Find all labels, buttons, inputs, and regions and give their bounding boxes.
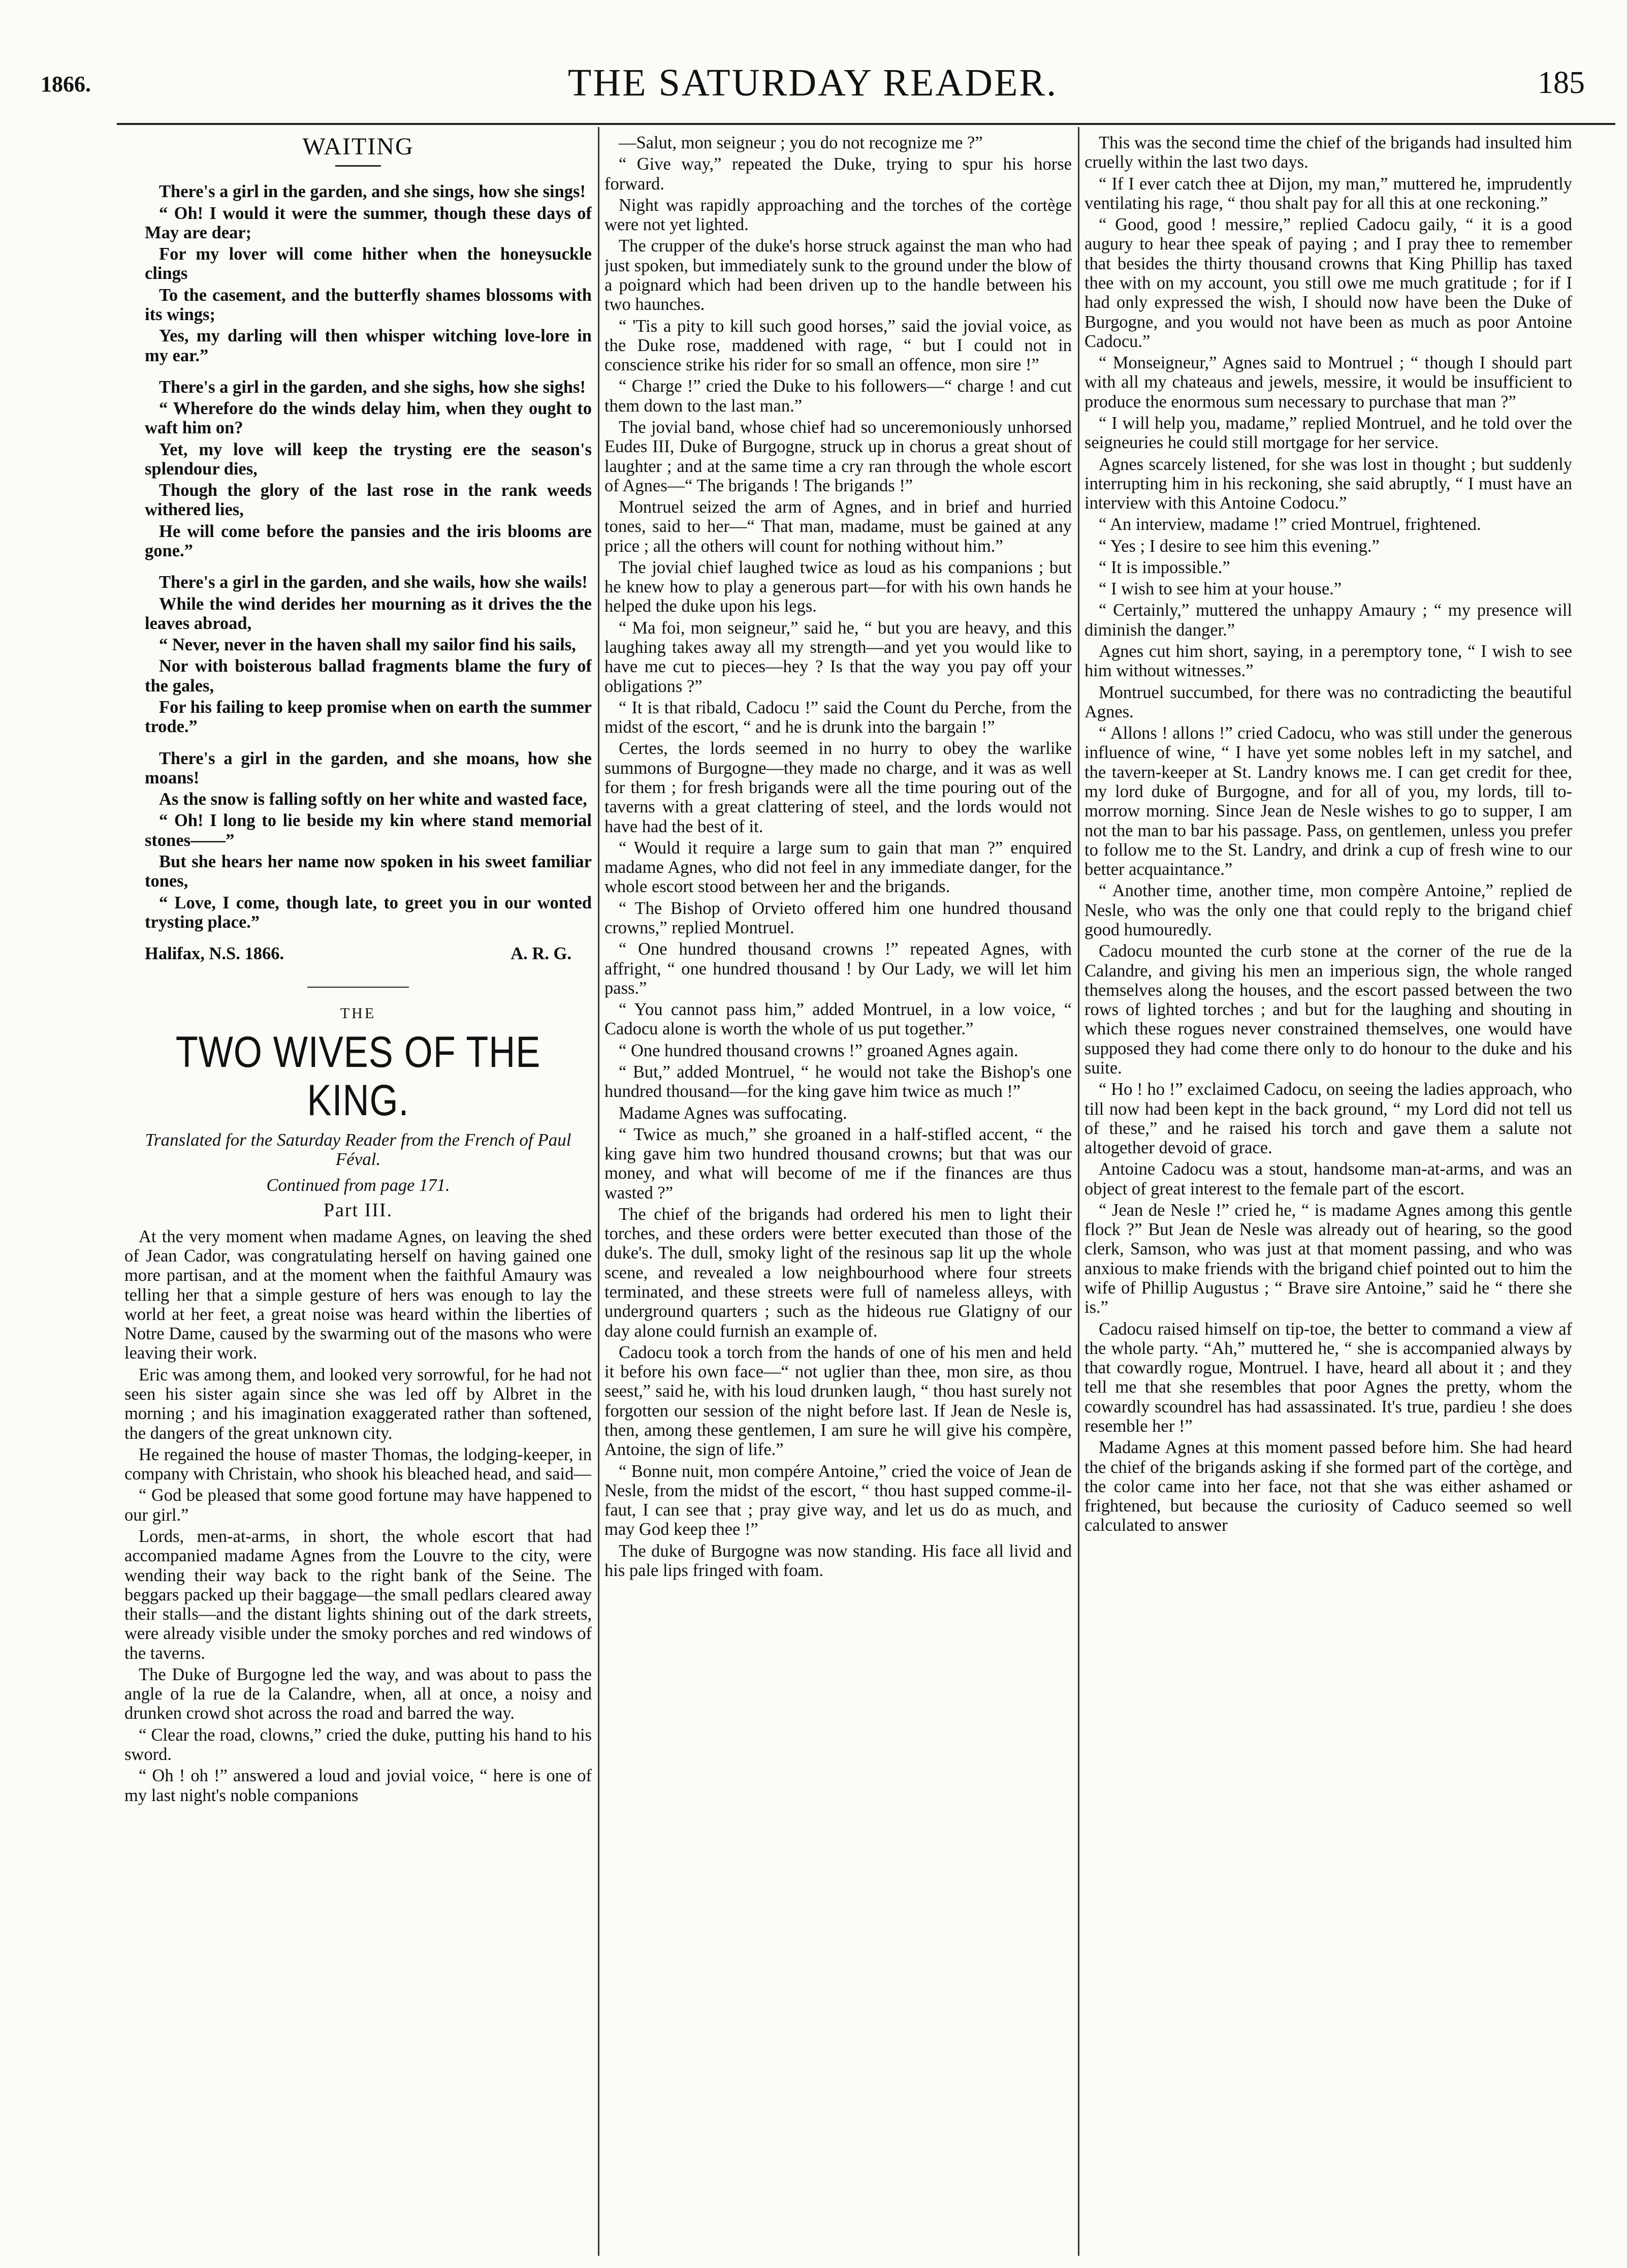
story-title: TWO WIVES OF THE KING.	[175, 1027, 541, 1125]
poem-line: But she hears her name now spoken in his sweet familiar tones,	[145, 852, 592, 891]
paragraph: “ Give way,” repeated the Duke, trying to spur his horse forward.	[604, 154, 1072, 194]
part-heading: Part III.	[323, 1199, 393, 1221]
paragraph: “ If I ever catch thee at Dijon, my man,” muttered he, imprudently ventilating his rage, “ thou shalt pay for all this at one reckoning.”	[1084, 174, 1572, 213]
column-divider	[598, 127, 599, 2256]
paragraph: Montruel succumbed, for there was no contradicting the beautiful Agnes.	[1084, 682, 1572, 721]
column-3	[1084, 133, 1572, 2257]
column-2	[604, 133, 1072, 2257]
poem-line: “ Never, never in the haven shall my sailor find his sails,	[159, 635, 576, 655]
paragraph: “ I will help you, madame,” replied Montruel, and he told over the seigneuries he could still mortgage for her service.	[1084, 413, 1572, 453]
paragraph: Montruel seized the arm of Agnes, and in brief and hurried tones, said to her—“ That man, madame, must be gained at any price ; all the others will count for nothing without him.”	[604, 497, 1072, 556]
poem-stanza	[124, 182, 592, 365]
paragraph: “ Yes ; I desire to see him this evening.”	[1099, 536, 1380, 556]
paragraph: Night was rapidly approaching and the torches of the cortège were not yet lighted.	[604, 195, 1072, 235]
paragraph: “ The Bishop of Orvieto offered him one hundred thousand crowns,” replied Montruel.	[604, 898, 1072, 937]
paragraph: “ God be pleased that some good fortune may have happened to our girl.”	[124, 1486, 592, 1525]
story-body-col2	[604, 133, 1072, 1580]
paragraph: “ Ho ! ho !” exclaimed Cadocu, on seeing the ladies approach, who till now had been kept in the back ground, “ my Lord did not tell us of these,” and he raised his torch and gave them a salute not altogether devoid of grace.	[1084, 1080, 1572, 1158]
paragraph: “ One hundred thousand crowns !” groaned Agnes again.	[619, 1041, 1018, 1060]
poem-stanza	[124, 749, 592, 932]
paragraph: “ Another time, another time, mon compère Antoine,” replied de Nesle, who was the only one that could reply to the brigand chief good humouredly.	[1084, 881, 1572, 939]
paragraph: “ It is that ribald, Cadocu !” said the Count du Perche, from the midst of the escort, “ and he is drunk into the bargain !”	[604, 698, 1072, 737]
poem-line: For his failing to keep promise when on earth the summer trode.”	[145, 698, 592, 737]
paragraph: Cadocu took a torch from the hands of one of his men and held it before his own face—“ not uglier than thee, mon sire, as thou seest,” said he, with his loud drunken laugh, “ thou hast surely not forgotten our session of the night before last. If Jean de Nesle is, then, among these gentlemen, I am sure he will give his compère, Antoine, the sign of life.”	[604, 1342, 1072, 1460]
paragraph: “ Certainly,” muttered the unhappy Amaury ; “ my presence will diminish the danger.”	[1084, 601, 1572, 640]
continued-note: Continued from page 171.	[266, 1176, 450, 1195]
title-rule	[335, 165, 381, 167]
paragraph: Cadocu raised himself on tip-toe, the better to command a view af the whole party. “Ah,” muttered he, “ she is accompanied always by that cowardly rogue, Montruel. I have, heard all about it ; and they tell me that she resembles that poor Agnes the pretty, whom the cowardly scoundrel has had assassinated. It's true, pardieu ! she does resemble her !”	[1084, 1319, 1572, 1436]
paragraph: The jovial chief laughed twice as loud as his companions ; but he knew how to play a generous part—for with his own hands he helped the duke upon his legs.	[604, 557, 1072, 616]
paragraph: Eric was among them, and looked very sorrowful, for he had not seen his sister again since she was led off by Albret in the morning ; and his imagination exaggerated rather than softened, the dangers of the great unknown city.	[124, 1365, 592, 1443]
poem-line: Yes, my darling will then whisper witching love-lore in my ear.”	[145, 326, 592, 365]
paragraph: “ You cannot pass him,” added Montruel, in a low voice, “ Cadocu alone is worth the whole of us put together.”	[604, 1000, 1072, 1039]
poem-line: He will come before the pansies and the iris blooms are gone.”	[145, 521, 592, 561]
paragraph: “ An interview, madame !” cried Montruel, frightened.	[1099, 515, 1481, 534]
paragraph: “ Twice as much,” she groaned in a half-stifled accent, “ the king gave him two hundred thousand crowns; but that was our money, and what will become of me if the finances are thus wasted ?”	[604, 1124, 1072, 1203]
paragraph: The jovial band, whose chief had so unceremoniously unhorsed Eudes III, Duke of Burgogne, struck up in chorus a great shout of laughter ; and at the same time a cry ran through the whole escort of Agnes—“ The brigands ! The brigands !”	[604, 417, 1072, 495]
poem-line: “ Oh! I long to lie beside my kin where stand memorial stones——”	[145, 811, 592, 850]
masthead-title: THE SATURDAY READER.	[567, 61, 1058, 104]
poem-initials: A. R. G.	[511, 944, 571, 964]
paragraph: “ But,” added Montruel, “ he would not take the Bishop's one hundred thousand—for the king gave him twice as much !”	[604, 1062, 1072, 1101]
paragraph: Agnes cut him short, saying, in a peremptory tone, “ I wish to see him without witnesses.”	[1084, 642, 1572, 681]
header-rule	[117, 123, 1615, 125]
paragraph: Cadocu mounted the curb stone at the corner of the rue de la Calandre, and giving his men an imperious sign, the whole ranged themselves along the houses, and the escort passed between the two rows of lighted torches ; and but for the laughing and shouting in which these rogues never constrained themselves, one would have supposed they had come there only to do honour to the duke and his suite.	[1084, 941, 1572, 1078]
paragraph: “ Ma foi, mon seigneur,” said he, “ but you are heavy, and this laughing takes away all my strength—and yet you would like to have me cut to pieces—hey ? Is that the way you pay off your obligations ?”	[604, 618, 1072, 696]
paragraph: “ 'Tis a pity to kill such good horses,” said the jovial voice, as the Duke rose, maddened with rage, “ but I could not in conscience strike his rider for so small an offence, mon sire !”	[604, 316, 1072, 375]
paragraph: —Salut, mon seigneur ; you do not recognize me ?”	[619, 133, 983, 152]
poem-line: While the wind derides her mourning as it drives the the leaves abroad,	[145, 594, 592, 633]
poem-line: There's a girl in the garden, and she moans, how she moans!	[145, 748, 592, 788]
paragraph: “ Allons ! allons !” cried Cadocu, who was still under the generous influence of wine, “ I have yet some nobles left in my satchel, and the tavern-keeper at St. Landry knows me. I can get credit for thee, my lord duke of Burgogne, and for all of you, my lords, till to-morrow morning. Since Jean de Nesle wishes to go to supper, I am not the man to bar his passage. Pass, on gentlemen, unless you prefer to follow me to the St. Landry, and drink a cup of fresh wine to our better acquaintance.”	[1084, 723, 1572, 879]
paragraph: Madame Agnes at this moment passed before him. She had heard the chief of the brigands asking if she formed part of the cortège, and the color came into her face, not that she was either ashamed or frightened, but because the curiosity of Caduco seemed so well calculated to answer	[1084, 1438, 1572, 1535]
poem-line: There's a girl in the garden, and she sighs, how she sighs!	[159, 377, 586, 397]
paragraph: “ One hundred thousand crowns !” repeated Agnes, with affright, “ one hundred thousand ! by Our Lady, we will let him pass.”	[604, 939, 1072, 998]
paragraph: “ Good, good ! messire,” replied Cadocu gaily, “ it is a good augury to hear thee speak of paying ; and I pray thee to remember that besides the thirty thousand crowns that King Phillip has taxed thee with on my account, you still owe me much gratitude ; for if I had only expressed the wish, I should now have been the Duke of Burgogne, and you would not have been as much as poor Antoine Cadocu.”	[1084, 215, 1572, 351]
page-header	[41, 61, 1585, 117]
paragraph: Lords, men-at-arms, in short, the whole escort that had accompanied madame Agnes from the Louvre to the city, were wending their way back to the right bank of the Seine. The beggars packed up their baggage—the small pedlars cleared away their stalls—and the distant lights shining out of the dark streets, were already visible under the smoky porches and red windows of the taverns.	[124, 1526, 592, 1663]
paragraph: At the very moment when madame Agnes, on leaving the shed of Jean Cador, was congratulating herself on having gained one more partisan, and at the moment when the faithful Amaury was telling her that a simple gesture of hers was enough to lay the world at her feet, a great noise was heard within the liberties of Notre Dame, caused by the swarming out of the masons who were leaving their work.	[124, 1226, 592, 1363]
paragraph: “ It is impossible.”	[1099, 557, 1230, 577]
poem-line: As the snow is falling softly on her white and wasted face,	[159, 790, 587, 809]
paragraph: “ Charge !” cried the Duke to his followers—“ charge ! and cut them down to the last man.”	[604, 376, 1072, 416]
poem-line: Though the glory of the last rose in the rank weeds withered lies,	[145, 481, 592, 520]
paragraph: “ Oh ! oh !” answered a loud and jovial voice, “ here is one of my last night's noble companions	[124, 1766, 592, 1805]
paragraph: “ Bonne nuit, mon compére Antoine,” cried the voice of Jean de Nesle, from the midst of the escort, “ thou hast supped comme-il-faut, I can see that ; pray give way, and let us do as much, and may God keep thee !”	[604, 1461, 1072, 1539]
paragraph: This was the second time the chief of the brigands had insulted him cruelly within the last two days.	[1084, 133, 1572, 172]
paragraph: “ Jean de Nesle !” cried he, “ is madame Agnes among this gentle flock ?” But Jean de Nesle was already out of hearing, so the good clerk, Samson, who was just at that moment passing, and who was anxious to make friends with the brigand chief pointed out to him the wife of Phillip Augustus ; “ Brave sire Antoine,” said he “ there she is.”	[1084, 1200, 1572, 1317]
poem-line: “ Wherefore do the winds delay him, when they ought to waft him on?	[145, 399, 592, 438]
paragraph: He regained the house of master Thomas, the lodging-keeper, in company with Christain, who shook his bleached head, and said—	[124, 1444, 592, 1484]
paragraph: Antoine Cadocu was a stout, handsome man-at-arms, and was an object of great interest to the female part of the escort.	[1084, 1159, 1572, 1199]
paragraph: “ I wish to see him at your house.”	[1099, 579, 1342, 599]
poem-line: There's a girl in the garden, and she sings, how she sings!	[159, 182, 586, 202]
paragraph: “ Would it require a large sum to gain that man ?” enquired madame Agnes, who did not feel in any immediate danger, for the whole escort stood between her and the brigands.	[604, 838, 1072, 897]
paragraph: The duke of Burgogne was now standing. His face all livid and his pale lips fringed with foam.	[604, 1541, 1072, 1580]
poem-stanza	[124, 377, 592, 561]
poem-line: For my lover will come hither when the honeysuckle clings	[145, 244, 592, 284]
paragraph: The crupper of the duke's horse struck against the man who had just spoken, but immediately sunk to the ground under the blow of a poignard which had been driven up to the handle between his two haunches.	[604, 236, 1072, 314]
story-subtitle: Translated for the Saturday Reader from the French of Paul Féval.	[145, 1129, 571, 1170]
paragraph: Madame Agnes was suffocating.	[619, 1103, 847, 1123]
column-1	[124, 133, 592, 2257]
poem-line: To the casement, and the butterfly shames blossoms with its wings;	[145, 285, 592, 324]
paragraph: Certes, the lords seemed in no hurry to obey the warlike summons of Burgogne—they made no charge, and it was as well for them ; for fresh brigands were all the time pouring out of the taverns with a great clattering of steel, and the lords would not have had the best of it.	[604, 739, 1072, 836]
story-body-col3	[1084, 133, 1572, 1535]
poem-line: Yet, my love will keep the trysting ere the season's splendour dies,	[145, 439, 592, 479]
story-body-col1	[124, 1227, 592, 1805]
poem-line: “ Oh! I would it were the summer, though these days of May are dear;	[145, 203, 592, 242]
paragraph: The Duke of Burgogne led the way, and was about to pass the angle of la rue de la Calandre, when, all at once, a noisy and drunken crowd shot across the road and barred the way.	[124, 1664, 592, 1723]
poem-place: Halifax, N.S. 1866.	[145, 944, 284, 964]
poem-line: “ Love, I come, though late, to greet you in our wonted trysting place.”	[145, 893, 592, 932]
poem-stanza	[124, 573, 592, 736]
poem-body	[124, 182, 592, 932]
column-divider	[1078, 127, 1079, 2256]
section-rule	[307, 987, 409, 988]
poem-line: Nor with boisterous ballad fragments blame the fury of the gales,	[145, 656, 592, 696]
story-the: THE	[340, 1005, 376, 1022]
poem-line: There's a girl in the garden, and she wails, how she wails!	[159, 573, 588, 592]
paragraph: “ Clear the road, clowns,” cried the duke, putting his hand to his sword.	[124, 1725, 592, 1765]
paragraph: “ Monseigneur,” Agnes said to Montruel ; “ though I should part with all my chateaus and jewels, messire, it would be insufficient to produce the enormous sum necessary to purchase that man ?”	[1084, 353, 1572, 412]
page-number: 185	[1538, 66, 1585, 100]
poem-signature	[124, 944, 592, 963]
issue-year: 1866.	[41, 72, 91, 97]
paragraph: Agnes scarcely listened, for she was lost in thought ; but suddenly interrupting him in his reckoning, she said abruptly, “ I must have an interview with this Antoine Codocu.”	[1084, 454, 1572, 513]
poem-title: WAITING	[302, 133, 414, 160]
paragraph: The chief of the brigands had ordered his men to light their torches, and these orders were better executed than those of the duke's. The dull, smoky light of the resinous sap lit up the whole scene, and revealed a low neighbourhood where four streets terminated, and these streets were full of nameless alleys, with underground quarters ; such as the hideous rue Glatigny of our day alone could furnish an example of.	[604, 1204, 1072, 1341]
